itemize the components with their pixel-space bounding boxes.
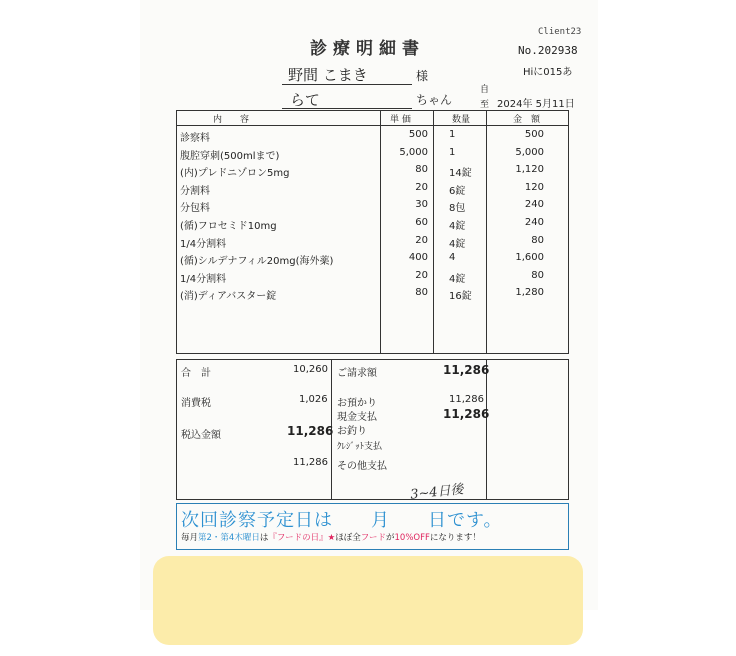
- item-amount: 240: [524, 199, 544, 211]
- item-qty: 4錠: [449, 273, 466, 285]
- summary-divider: [486, 360, 487, 499]
- subtotal-label: 合 計: [181, 368, 211, 379]
- header-qty: 数量: [452, 115, 471, 125]
- item-price: 60: [415, 217, 428, 228]
- item-name: 分割料: [180, 185, 210, 197]
- item-amount: 240: [524, 217, 544, 228]
- item-name: (内)プレドニゾロン5mg: [180, 168, 290, 180]
- item-amount: 80: [531, 269, 544, 281]
- item-amount: 1,600: [515, 252, 544, 264]
- billed-label: ご請求額: [337, 368, 377, 379]
- header-price: 単 価: [390, 115, 411, 125]
- invoice-number: No.202938: [518, 44, 578, 57]
- table-row: [177, 217, 568, 235]
- table-row: [177, 129, 568, 147]
- item-qty: 4錠: [449, 221, 466, 232]
- note-text: ほぼ全: [335, 533, 361, 543]
- total-label: 税込金額: [181, 430, 221, 441]
- note-food: フード: [360, 533, 386, 543]
- credit-label: ｸﾚｼﾞｯﾄ支払: [337, 442, 383, 452]
- tax-value: 1,026: [299, 394, 328, 405]
- item-name: (循)フロセミド10mg: [180, 221, 277, 232]
- item-name: 1/4分割料: [180, 273, 227, 285]
- table-row: [177, 235, 568, 253]
- note-days: 第2・第4木曜日: [198, 533, 260, 543]
- yellow-sticky-note: [153, 556, 583, 645]
- item-name: (循)シルデナフィル20mg(海外薬): [180, 256, 334, 268]
- table-row: [177, 287, 568, 305]
- item-price: 30: [415, 199, 428, 211]
- deposit-value: 11,286: [449, 394, 484, 405]
- item-amount: 1,280: [515, 287, 544, 299]
- item-price: 80: [415, 287, 428, 299]
- item-amount: 1,120: [515, 164, 544, 176]
- item-price: 5,000: [399, 146, 428, 158]
- client-id: Client23: [538, 27, 582, 37]
- header-amount: 金 額: [513, 115, 541, 125]
- table-row: [177, 164, 568, 182]
- item-amount: 80: [531, 234, 544, 246]
- item-qty: 6錠: [449, 185, 466, 197]
- change-label: お釣り: [337, 426, 367, 437]
- total-value: 11,286: [287, 424, 334, 438]
- table-row: [177, 182, 568, 200]
- cash-value: 11,286: [443, 407, 490, 421]
- subtotal-value: 10,260: [293, 364, 328, 375]
- item-qty: 4: [449, 252, 456, 264]
- next-visit-title: 次回診察予定日は 月 日です。: [181, 510, 503, 531]
- billed-value: 11,286: [443, 363, 490, 377]
- item-price: 400: [408, 252, 428, 264]
- cash-label: 現金支払: [337, 412, 377, 423]
- next-visit-box: [176, 503, 569, 550]
- pet-suffix: ちゃん: [416, 93, 453, 107]
- owner-name-underline: [282, 84, 412, 85]
- header-content: 内 容: [213, 115, 250, 125]
- item-qty: 1: [449, 146, 456, 158]
- table-row: [177, 252, 568, 270]
- item-name: 分包料: [180, 203, 210, 215]
- handwritten-note: 3~4日後: [409, 482, 465, 503]
- item-name: 1/4分割料: [180, 238, 227, 250]
- item-name: 腹腔穿刺(500mlまで): [180, 150, 280, 162]
- document-title: 診療明細書: [310, 39, 425, 59]
- star-icon: ★: [327, 533, 336, 543]
- note-text2: が: [386, 533, 395, 543]
- table-row: [177, 270, 568, 288]
- item-qty: 16錠: [449, 291, 472, 303]
- item-amount: 500: [524, 129, 544, 140]
- owner-name: 野間 こまき: [288, 66, 368, 84]
- tax-label: 消費税: [181, 398, 211, 409]
- total-value-repeat: 11,286: [293, 457, 328, 468]
- table-header: [177, 111, 568, 126]
- item-qty: 4錠: [449, 238, 466, 250]
- item-price: 20: [415, 181, 428, 193]
- item-price: 500: [408, 129, 428, 140]
- item-qty: 14錠: [449, 168, 472, 180]
- item-amount: 120: [524, 181, 544, 193]
- item-name: 診察料: [180, 133, 210, 144]
- summary-box: [176, 359, 569, 503]
- table-row: [177, 147, 568, 165]
- item-price: 20: [415, 269, 428, 281]
- table-row: [177, 199, 568, 217]
- note-prefix: 毎月: [181, 533, 199, 543]
- note-mid: は: [259, 533, 269, 543]
- note-event: 『フードの日』: [268, 533, 328, 543]
- pet-name: らて: [290, 91, 320, 109]
- item-qty: 1: [449, 129, 456, 140]
- pet-name-underline: [282, 108, 412, 109]
- to-label: 至: [480, 100, 490, 110]
- other-payment-label: その他支払: [337, 461, 387, 472]
- invoice-date: 2024年 5月11日: [497, 99, 575, 110]
- note-end: になります！: [429, 533, 481, 543]
- item-price: 80: [415, 164, 428, 176]
- item-price: 20: [415, 234, 428, 246]
- from-label: 自: [480, 85, 490, 95]
- food-day-note: [181, 531, 481, 543]
- plate-code: Hiに015あ: [523, 67, 573, 78]
- owner-suffix: 様: [416, 69, 429, 83]
- item-qty: 8包: [449, 203, 466, 215]
- deposit-label: お預かり: [337, 398, 377, 409]
- note-discount: 10%OFF: [394, 533, 430, 543]
- item-name: (消)ディアバスター錠: [180, 291, 277, 303]
- item-amount: 5,000: [515, 146, 544, 158]
- items-table: [176, 110, 569, 354]
